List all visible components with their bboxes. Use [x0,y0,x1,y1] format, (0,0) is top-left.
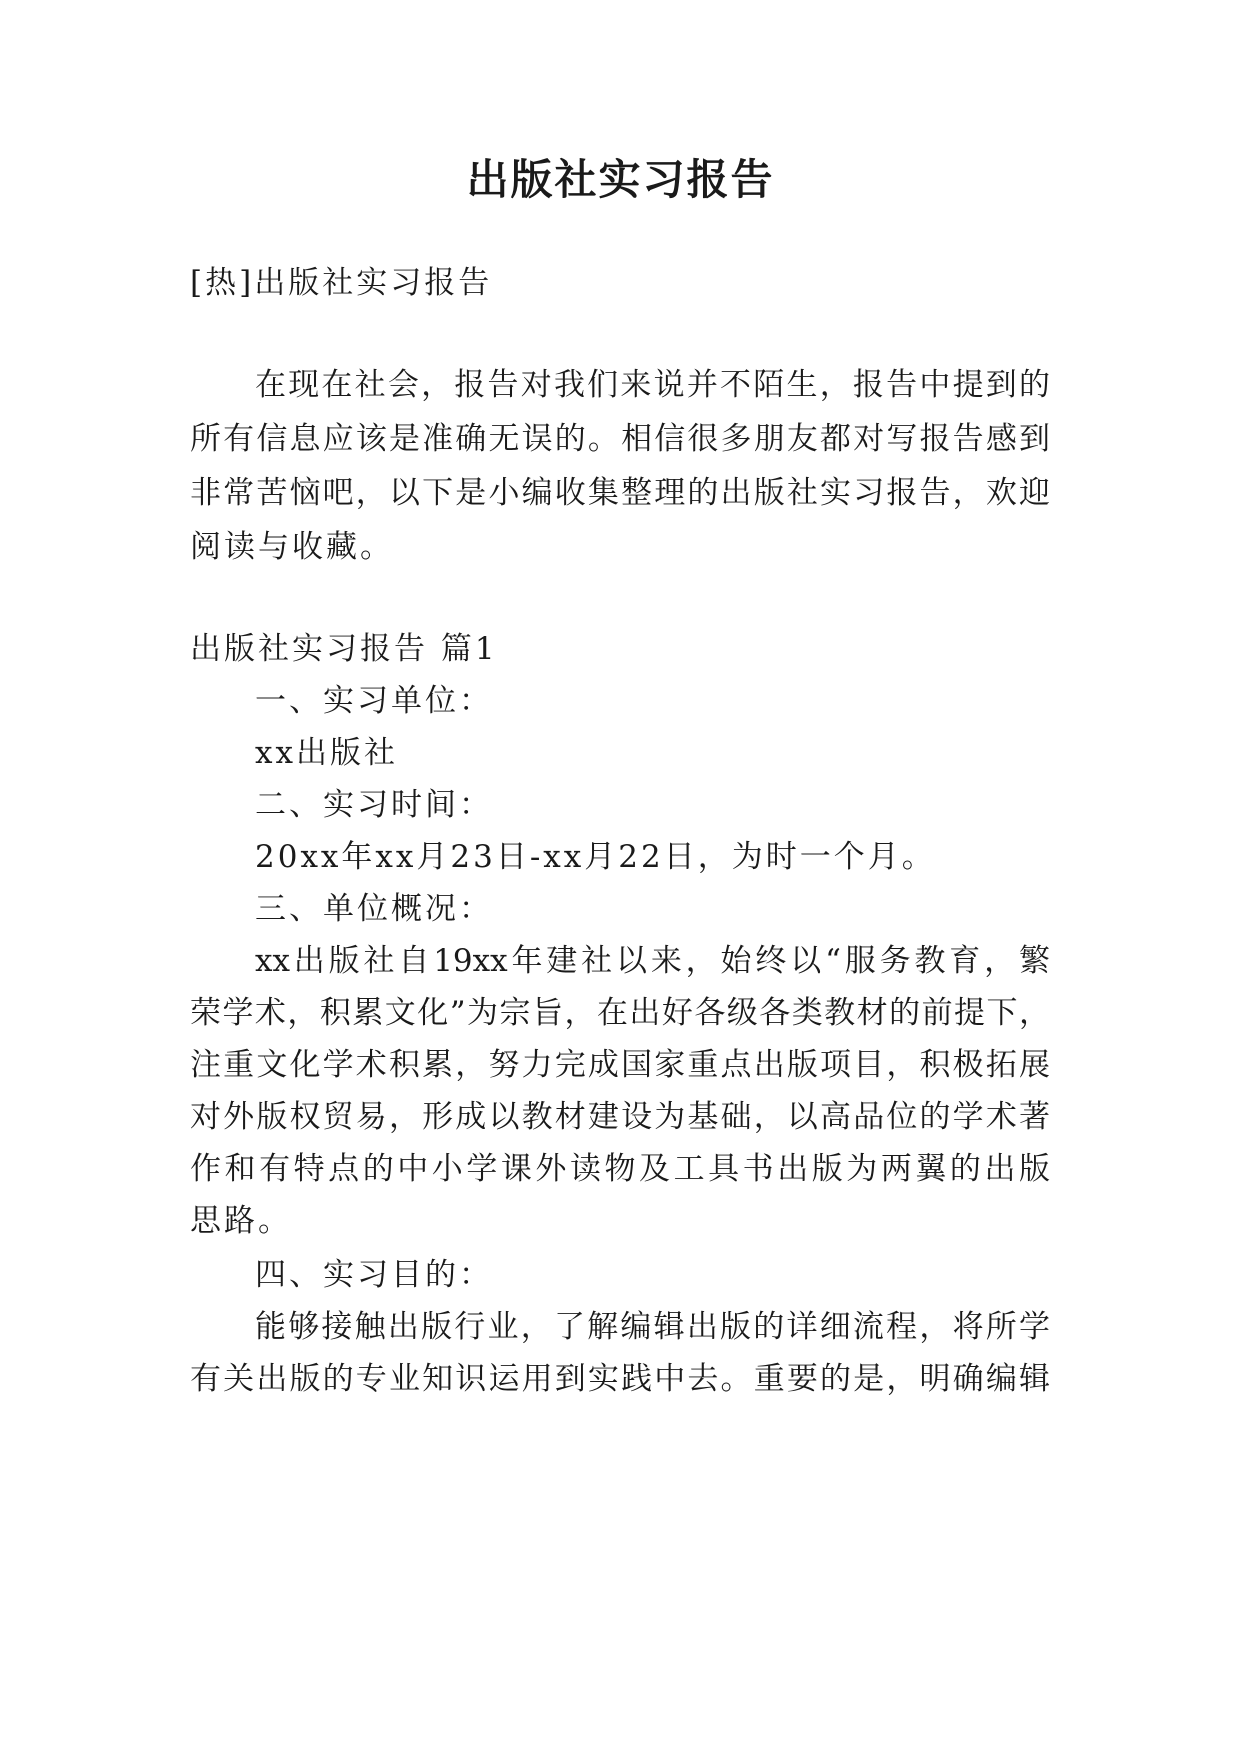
overview-line: 荣学术，积累文化”为宗旨，在出好各级各类教材的前提下， [190,995,1050,1031]
overview-line: 对外版权贸易，形成以教材建设为基础，以高品位的学术著 [190,1099,1050,1135]
intro-line: 非常苦恼吧，以下是小编收集整理的出版社实习报告，欢迎 [190,475,1050,511]
section-heading: 出版社实习报告 篇1 [190,631,498,667]
purpose-line: 能够接触出版行业，了解编辑出版的详细流程，将所学 [255,1309,1050,1345]
document-subtitle: [热]出版社实习报告 [190,265,493,301]
item-heading: 四、实习目的： [255,1257,493,1293]
intro-line: 阅读与收藏。 [190,529,394,565]
intro-line: 所有信息应该是准确无误的。相信很多朋友都对写报告感到 [190,421,1050,457]
overview-line: 思路。 [190,1203,292,1239]
item-heading: 一、实习单位： [255,683,493,719]
item-value: xx出版社 [255,735,398,771]
overview-line: 作和有特点的中小学课外读物及工具书出版为两翼的出版 [190,1151,1050,1187]
overview-line: 注重文化学术积累，努力完成国家重点出版项目，积极拓展 [190,1047,1050,1083]
item-value: 20xx年xx月23日-xx月22日，为时一个月。 [255,839,936,875]
intro-line: 在现在社会，报告对我们来说并不陌生，报告中提到的 [255,367,1050,403]
purpose-line: 有关出版的专业知识运用到实践中去。重要的是，明确编辑 [190,1361,1050,1397]
document-title: 出版社实习报告 [466,155,775,204]
overview-line: xx出版社自19xx年建社以来，始终以“服务教育，繁 [255,943,1050,979]
item-heading: 二、实习时间： [255,787,493,823]
item-heading: 三、单位概况： [255,891,493,927]
